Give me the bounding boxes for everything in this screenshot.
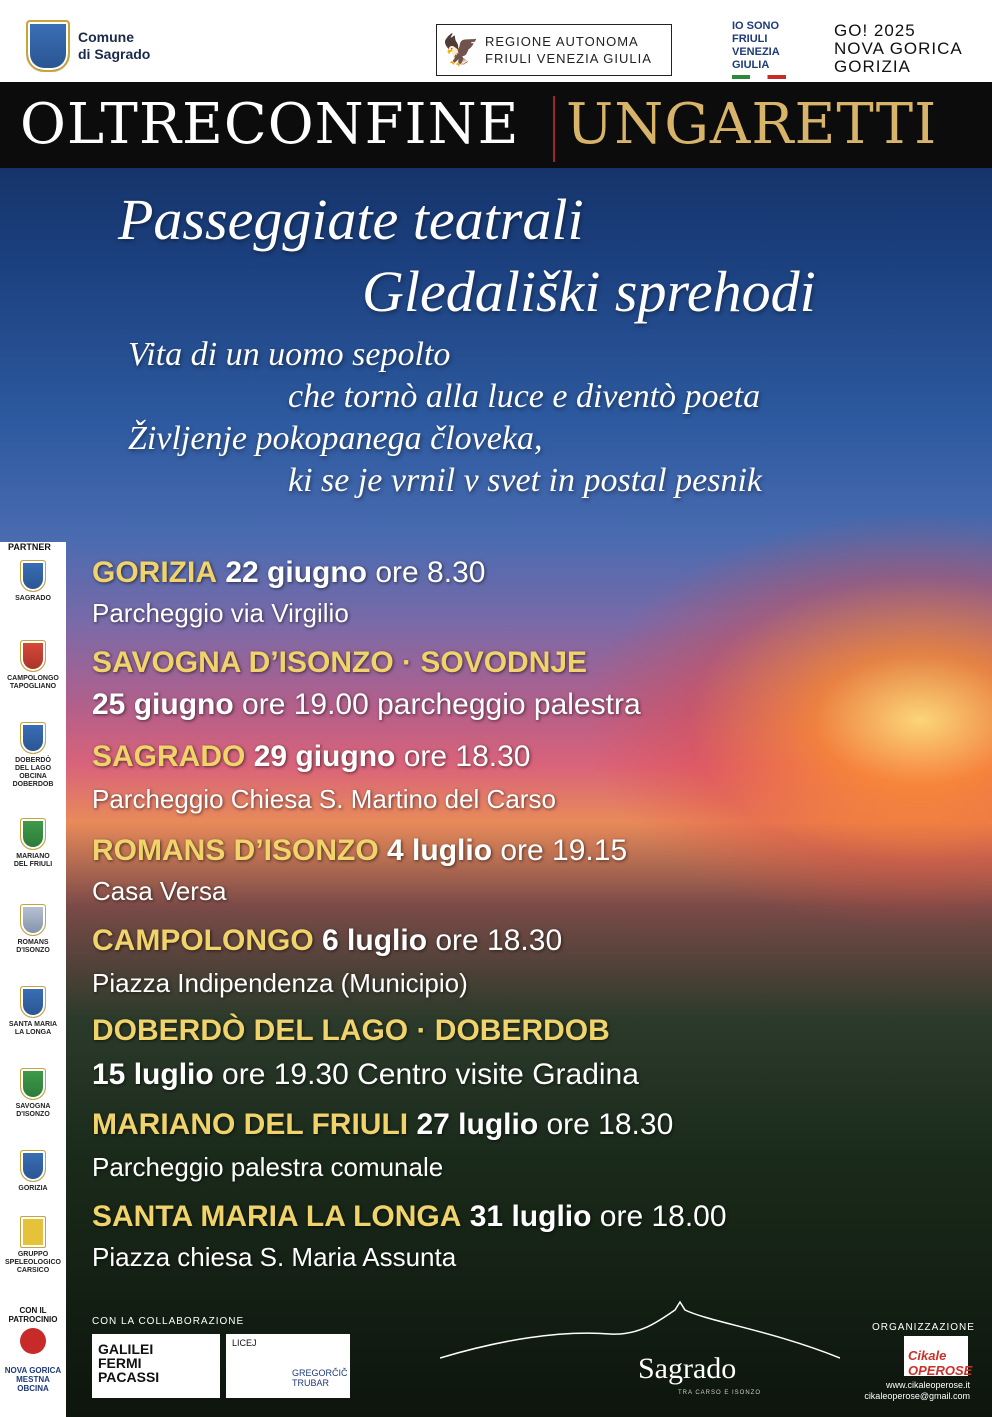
nova-gorica-line: MESTNA — [16, 1375, 50, 1384]
region-line-2: FRIULI VENEZIA GIULIA — [485, 51, 652, 66]
event-time: ore 18.30 — [403, 740, 531, 773]
sagrado-tagline: TRA CARSO E ISONZO — [678, 1390, 762, 1396]
partner-label: D'ISONZO — [16, 947, 50, 954]
collab2-line: GREGORČIČ — [292, 1368, 348, 1378]
event-romans-line2 — [92, 876, 226, 907]
website-link[interactable]: www.cikaleoperose.it — [885, 1380, 970, 1390]
event-date: 29 giugno — [253, 740, 396, 773]
sagrado-crest-icon — [26, 20, 70, 72]
event-place: Parcheggio via Virgilio — [92, 598, 349, 628]
email-link[interactable]: cikaleoperose@gmail.com — [864, 1391, 970, 1401]
partner-mariano — [0, 818, 66, 869]
santa-maria-crest-icon — [20, 986, 46, 1018]
event-city: DOBERDÒ DEL LAGO · DOBERDOB — [92, 1014, 610, 1047]
event-time: ore 18.30 — [546, 1108, 674, 1141]
partner-label: D'ISONZO — [16, 1111, 50, 1118]
gruppo-speleologico-logo-icon — [20, 1216, 46, 1248]
event-city: SAVOGNA D’ISONZO · SOVODNJE — [92, 646, 588, 679]
partner-label: SAGRADO — [15, 595, 51, 602]
event-place: Casa Versa — [92, 876, 227, 906]
doberdo-crest-icon — [20, 722, 46, 754]
event-santa-maria-line1 — [92, 1200, 727, 1234]
collab2-title: LICEJ — [232, 1338, 257, 1348]
subtitle-italian: Passeggiate teatrali — [118, 187, 584, 252]
partner-label: DEL LAGO — [14, 765, 52, 772]
partner-label: LA LONGA — [14, 1029, 52, 1036]
romans-crest-icon — [20, 904, 46, 936]
sagrado-crest-icon — [20, 560, 46, 592]
event-sagrado-line2 — [92, 784, 556, 815]
partner-label: GRUPPO — [17, 1251, 49, 1258]
event-time: ore 18.00 — [599, 1200, 727, 1233]
event-place: ore 19.30 Centro visite Gradina — [222, 1058, 639, 1091]
event-mariano-line1 — [92, 1108, 673, 1142]
organizzazione-title: ORGANIZZAZIONE — [872, 1322, 975, 1333]
tagline-2: che tornò alla luce e diventò poeta — [288, 378, 761, 415]
partner-label: SPELEOLOGICO — [4, 1259, 61, 1266]
event-place: Piazza chiesa S. Maria Assunta — [92, 1242, 457, 1272]
partner-label: DOBERDÒ — [15, 757, 51, 764]
event-romans-line1 — [92, 834, 627, 868]
sagrado-hill-outline-icon — [440, 1300, 840, 1360]
org-name: Cikale OPEROSE — [908, 1348, 973, 1378]
event-place: Piazza Indipendenza (Municipio) — [92, 968, 468, 998]
event-place: ore 19.00 parcheggio palestra — [242, 688, 641, 721]
partner-gorizia — [0, 1150, 66, 1193]
tagline-1: Vita di un uomo sepolto — [128, 336, 451, 373]
title-separator — [553, 96, 555, 162]
partner-campolongo — [0, 640, 66, 691]
partner-label: CAMPOLONGO — [7, 675, 59, 682]
collab1-line: GALILEI — [98, 1341, 154, 1357]
event-city: SAGRADO — [92, 740, 246, 773]
partner-label: TAPOGLIANO — [9, 683, 57, 690]
collab1-line: PACASSI — [98, 1369, 160, 1385]
nova-gorica-label — [0, 1366, 66, 1393]
event-time: ore 19.15 — [500, 834, 628, 867]
event-city: GORIZIA — [92, 556, 217, 589]
go-line-1: GO! 2025 — [834, 21, 916, 40]
event-date: 6 luglio — [322, 924, 428, 957]
event-date: 25 giugno — [92, 688, 234, 721]
partner-doberdo — [0, 722, 66, 789]
partner-label: DOBERDOB — [12, 781, 54, 788]
partner-label: SANTA MARIA — [8, 1021, 58, 1028]
sagrado-wordmark: Sagrado — [638, 1352, 737, 1385]
partner-label: ROMANS — [17, 939, 49, 946]
collaborazione-title: CON LA COLLABORAZIONE — [92, 1316, 245, 1327]
partner-label: DEL FRIULI — [13, 861, 53, 868]
campolongo-crest-icon — [20, 640, 46, 672]
comune-line-2: di Sagrado — [78, 46, 151, 62]
tagline-4: ki se je vrnil v svet in postal pesnik — [288, 462, 762, 499]
event-savogna-line1 — [92, 646, 587, 680]
event-mariano-line2 — [92, 1152, 443, 1183]
licej-gregorcic-trubar-logo — [226, 1334, 350, 1398]
event-campolongo-line1 — [92, 924, 562, 958]
event-time: ore 18.30 — [435, 924, 563, 957]
partner-sagrado — [0, 560, 66, 603]
title-ungaretti: UNGARETTI — [566, 92, 938, 157]
event-doberdo-line1 — [92, 1014, 610, 1048]
patrocinio-title — [6, 1306, 60, 1324]
event-santa-maria-line2 — [92, 1242, 456, 1273]
partner-title: PARTNER — [8, 542, 51, 552]
go-line-3: GORIZIA — [834, 57, 911, 76]
fvg-line-2: FRIULI — [732, 33, 768, 45]
go2025-logo — [834, 22, 963, 76]
event-city: CAMPOLONGO — [92, 924, 314, 957]
event-city: SANTA MARIA LA LONGA — [92, 1200, 462, 1233]
partner-label: MARIANO — [16, 853, 50, 860]
partner-gruppo-speleologico — [0, 1216, 66, 1275]
event-savogna-line2 — [92, 688, 641, 722]
title-oltreconfine: OLTRECONFINE — [20, 92, 520, 157]
subtitle-slovenian: Gledališki sprehodi — [362, 259, 816, 324]
savogna-crest-icon — [20, 1068, 46, 1100]
fvg-line-3: VENEZIA — [732, 46, 780, 58]
event-gorizia-line1 — [92, 556, 485, 590]
partner-label: GORIZIA — [18, 1185, 48, 1192]
partner-label: SAVOGNA — [15, 1103, 51, 1110]
io-sono-fvg-logo — [732, 20, 786, 79]
event-gorizia-line2 — [92, 598, 349, 629]
fvg-line-1: IO SONO — [732, 20, 780, 32]
go-line-2: NOVA GORICA — [834, 39, 963, 58]
event-city: ROMANS D’ISONZO — [92, 834, 379, 867]
eagle-icon: 🦅 — [442, 33, 480, 67]
event-place: Parcheggio Chiesa S. Martino del Carso — [92, 784, 556, 814]
regione-fvg-logo — [436, 24, 672, 76]
italian-flag-icon — [732, 75, 786, 79]
collab1-line: FERMI — [98, 1355, 142, 1371]
fvg-line-4: GIULIA — [732, 59, 770, 71]
comune-line-1: Comune — [78, 29, 134, 45]
collab2-line: TRUBAR — [292, 1378, 330, 1388]
nova-gorica-line: NOVA GORICA — [4, 1366, 62, 1375]
event-date: 27 luglio — [416, 1108, 539, 1141]
nova-gorica-line: OBCINA — [17, 1384, 49, 1393]
nova-gorica-logo-icon — [20, 1328, 46, 1354]
event-campolongo-line2 — [92, 968, 468, 999]
event-date: 22 giugno — [225, 556, 368, 589]
contact-info — [852, 1380, 970, 1402]
galilei-fermi-pacassi-logo — [92, 1334, 220, 1398]
event-city: MARIANO DEL FRIULI — [92, 1108, 409, 1141]
event-doberdo-line2 — [92, 1058, 639, 1092]
event-time: ore 8.30 — [375, 556, 486, 589]
cikale-operose-logo — [904, 1336, 973, 1378]
partner-label: OBCINA — [19, 773, 47, 780]
partner-romans — [0, 904, 66, 955]
event-place: Parcheggio palestra comunale — [92, 1152, 444, 1182]
gorizia-crest-icon — [20, 1150, 46, 1182]
patrocinio-line: PATROCINIO — [8, 1315, 58, 1324]
region-line-1: REGIONE AUTONOMA — [485, 34, 639, 49]
event-sagrado-line1 — [92, 740, 530, 774]
event-date: 31 luglio — [469, 1200, 592, 1233]
partner-savogna — [0, 1068, 66, 1119]
tagline-3: Življenje pokopanega človeka, — [128, 420, 543, 457]
partner-label: CARSICO — [16, 1267, 50, 1274]
event-date: 15 luglio — [92, 1058, 214, 1091]
mariano-crest-icon — [20, 818, 46, 850]
comune-sagrado-logo — [26, 20, 150, 72]
patrocinio-line: CON IL — [19, 1306, 47, 1315]
partner-santa-maria — [0, 986, 66, 1037]
event-date: 4 luglio — [387, 834, 493, 867]
